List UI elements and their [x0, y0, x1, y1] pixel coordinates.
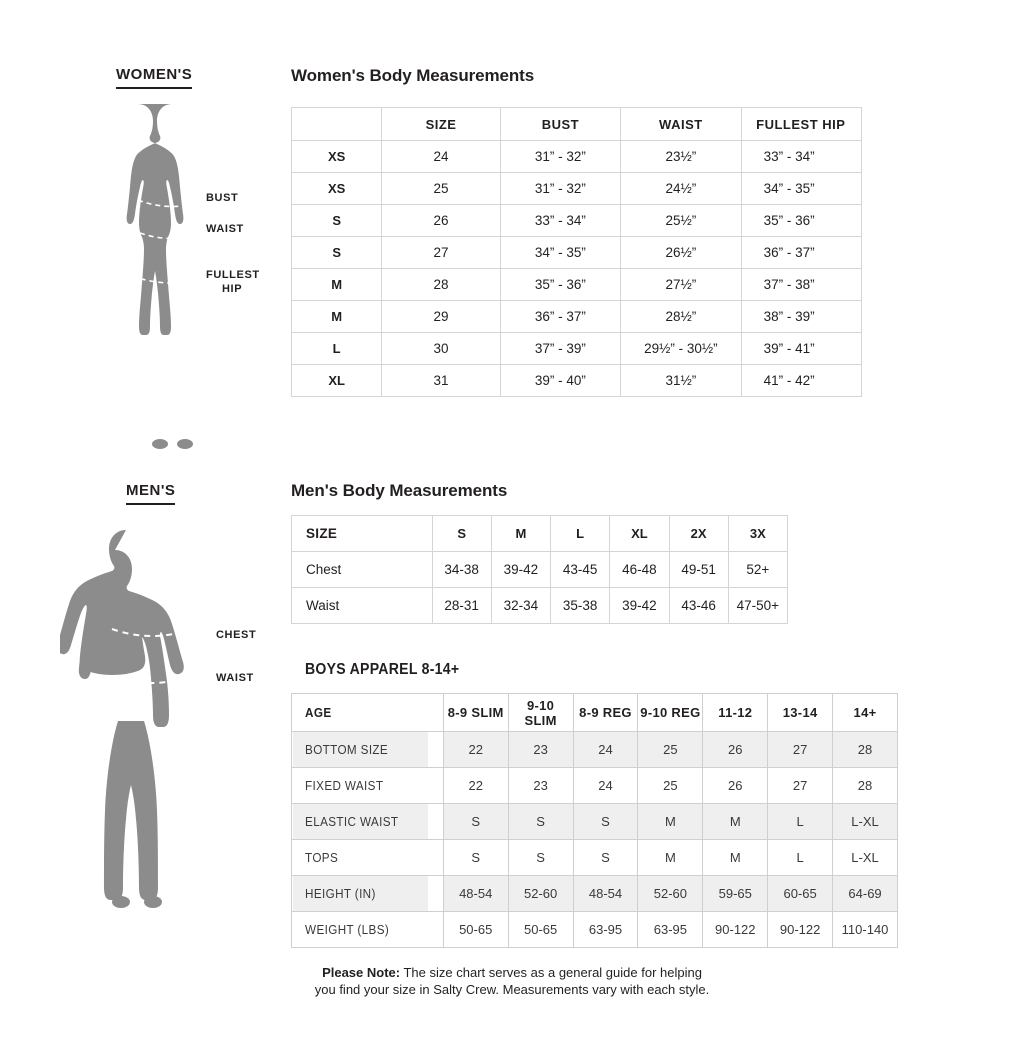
womens-table-title: Women's Body Measurements: [291, 66, 535, 85]
cell-size: 31: [382, 365, 500, 397]
cell-size-label: M: [292, 301, 382, 333]
table-header-row: [292, 108, 862, 141]
cell-value: S: [573, 804, 638, 840]
cell-value: 28: [833, 768, 898, 804]
cell-bust: 35” - 36”: [500, 269, 620, 301]
womens-section-label: WOMEN'S: [116, 66, 192, 89]
cell-value: M: [703, 840, 768, 876]
cell-value: 50-65: [508, 912, 573, 948]
cell-value: M: [638, 840, 703, 876]
cell-size: 30: [382, 333, 500, 365]
cell-value: S: [508, 840, 573, 876]
table-header-row: [292, 516, 788, 552]
boys-apparel-table: [291, 693, 898, 948]
boys-header-14-plus: 14+: [833, 694, 898, 732]
cell-waist: 26½”: [621, 237, 741, 269]
cell-value: 52-60: [638, 876, 703, 912]
cell-bust: 36” - 37”: [500, 301, 620, 333]
cell-value: S: [508, 804, 573, 840]
mens-section-label: MEN'S: [126, 482, 175, 505]
cell-bust: 39” - 40”: [500, 365, 620, 397]
cell-size: 26: [382, 205, 500, 237]
cell-value: 47-50+: [728, 588, 787, 624]
cell-value: L: [768, 840, 833, 876]
cell-value: L: [768, 804, 833, 840]
womens-header-blank: [292, 108, 382, 141]
table-row: [292, 876, 898, 912]
cell-value: 27: [768, 732, 833, 768]
cell-size: 27: [382, 237, 500, 269]
cell-value: 48-54: [573, 876, 638, 912]
womens-header-fullest-hip: FULLEST HIP: [741, 108, 861, 141]
cell-value: L-XL: [833, 804, 898, 840]
table-row: [292, 173, 862, 205]
cell-value: 39-42: [610, 588, 669, 624]
footnote-line-2: you find your size in Salty Crew. Measurements vary with each style.: [314, 982, 710, 997]
table-row: [292, 365, 862, 397]
cell-row-label: BOTTOM SIZE: [292, 732, 429, 768]
cell-value: 43-46: [669, 588, 728, 624]
cell-row-label: ELASTIC WAIST: [292, 804, 429, 840]
womens-callout-waist: WAIST: [206, 223, 244, 235]
mens-header-l: L: [551, 516, 610, 552]
mens-header-xl: XL: [610, 516, 669, 552]
boys-header-8-9-reg: 8-9 REG: [573, 694, 638, 732]
cell-size-label: XS: [292, 141, 382, 173]
table-row: [292, 333, 862, 365]
cell-value: 46-48: [610, 552, 669, 588]
womens-header-waist: WAIST: [621, 108, 741, 141]
cell-bust: 33” - 34”: [500, 205, 620, 237]
cell-row-label: TOPS: [292, 840, 429, 876]
cell-value: 22: [443, 732, 508, 768]
cell-value: 52-60: [508, 876, 573, 912]
boys-header-9-10-reg: 9-10 REG: [638, 694, 703, 732]
table-row: [292, 804, 898, 840]
cell-size-label: S: [292, 205, 382, 237]
table-row: [292, 141, 862, 173]
cell-value: 26: [703, 732, 768, 768]
boys-header-13-14: 13-14: [768, 694, 833, 732]
table-row: [292, 732, 898, 768]
table-row: [292, 552, 788, 588]
cell-value: 63-95: [573, 912, 638, 948]
womens-section-label-wrap: [116, 66, 192, 89]
cell-value: 32-34: [491, 588, 550, 624]
cell-size-label: L: [292, 333, 382, 365]
cell-row-label: WEIGHT (LBS): [292, 912, 429, 948]
mens-callout-waist: WAIST: [216, 672, 254, 684]
cell-value: 60-65: [768, 876, 833, 912]
cell-row-label: HEIGHT (IN): [292, 876, 429, 912]
womens-measurements-table: [291, 107, 862, 397]
cell-value: S: [443, 840, 508, 876]
cell-value: 39-42: [491, 552, 550, 588]
cell-size-label: S: [292, 237, 382, 269]
table-row: [292, 237, 862, 269]
cell-hip: 33” - 34”: [741, 141, 861, 173]
cell-size-label: XS: [292, 173, 382, 205]
cell-value: 28: [833, 732, 898, 768]
cell-value: 24: [573, 732, 638, 768]
cell-size: 25: [382, 173, 500, 205]
cell-value: 26: [703, 768, 768, 804]
mens-measurements-table: [291, 515, 788, 624]
cell-value: 63-95: [638, 912, 703, 948]
cell-waist: 28½”: [621, 301, 741, 333]
table-row: [292, 912, 898, 948]
mens-header-2x: 2X: [669, 516, 728, 552]
cell-size-label: M: [292, 269, 382, 301]
cell-waist: 29½” - 30½”: [621, 333, 741, 365]
cell-waist: 23½”: [621, 141, 741, 173]
cell-value: 110-140: [833, 912, 898, 948]
cell-hip: 37” - 38”: [741, 269, 861, 301]
footnote-bold: Please Note:: [322, 965, 401, 980]
cell-hip: 41” - 42”: [741, 365, 861, 397]
table-row: [292, 205, 862, 237]
cell-waist: 25½”: [621, 205, 741, 237]
cell-waist: 27½”: [621, 269, 741, 301]
boys-header-11-12: 11-12: [703, 694, 768, 732]
boys-apparel-table-wrap: [291, 693, 898, 948]
cell-value: 25: [638, 732, 703, 768]
mens-body-figure: [60, 525, 210, 925]
mens-header-s: S: [432, 516, 491, 552]
cell-value: 25: [638, 768, 703, 804]
womens-callout-fullest: FULLEST: [206, 269, 260, 281]
table-row: [292, 840, 898, 876]
boys-header-age: AGE: [292, 694, 429, 732]
cell-size: 29: [382, 301, 500, 333]
footnote-text-1: The size chart serves as a general guide for helping: [400, 965, 702, 980]
cell-value: L-XL: [833, 840, 898, 876]
cell-hip: 36” - 37”: [741, 237, 861, 269]
cell-row-label: Chest: [292, 552, 433, 588]
footnote-line-1: [0, 964, 1024, 981]
cell-value: 27: [768, 768, 833, 804]
mens-table-title: Men's Body Measurements: [291, 481, 508, 500]
cell-value: S: [573, 840, 638, 876]
cell-value: 50-65: [443, 912, 508, 948]
cell-hip: 39” - 41”: [741, 333, 861, 365]
cell-hip: 35” - 36”: [741, 205, 861, 237]
cell-value: M: [638, 804, 703, 840]
cell-value: 23: [508, 768, 573, 804]
cell-value: 28-31: [432, 588, 491, 624]
cell-value: 43-45: [551, 552, 610, 588]
womens-measurements-table-wrap: [291, 107, 862, 397]
cell-value: 90-122: [703, 912, 768, 948]
cell-row-label: FIXED WAIST: [292, 768, 429, 804]
mens-callout-chest: CHEST: [216, 629, 257, 641]
cell-size: 24: [382, 141, 500, 173]
table-row: [292, 301, 862, 333]
cell-value: 48-54: [443, 876, 508, 912]
cell-size: 28: [382, 269, 500, 301]
cell-value: 52+: [728, 552, 787, 588]
cell-waist: 31½”: [621, 365, 741, 397]
womens-callout-hip: HIP: [222, 283, 243, 295]
cell-waist: 24½”: [621, 173, 741, 205]
cell-hip: 34” - 35”: [741, 173, 861, 205]
cell-value: 59-65: [703, 876, 768, 912]
cell-bust: 31” - 32”: [500, 141, 620, 173]
cell-size-label: XL: [292, 365, 382, 397]
mens-measurements-table-wrap: [291, 515, 788, 624]
cell-bust: 31” - 32”: [500, 173, 620, 205]
cell-value: S: [443, 804, 508, 840]
boys-header-9-10-slim: 9-10 SLIM: [508, 694, 573, 732]
cell-value: 22: [443, 768, 508, 804]
cell-value: 49-51: [669, 552, 728, 588]
cell-value: M: [703, 804, 768, 840]
mens-header-3x: 3X: [728, 516, 787, 552]
cell-value: 35-38: [551, 588, 610, 624]
cell-hip: 38” - 39”: [741, 301, 861, 333]
cell-value: 64-69: [833, 876, 898, 912]
mens-header-m: M: [491, 516, 550, 552]
cell-bust: 37” - 39”: [500, 333, 620, 365]
mens-header-size: SIZE: [292, 516, 433, 552]
cell-bust: 34” - 35”: [500, 237, 620, 269]
womens-header-bust: BUST: [500, 108, 620, 141]
cell-value: 34-38: [432, 552, 491, 588]
boys-header-8-9-slim: 8-9 SLIM: [443, 694, 508, 732]
womens-header-size: SIZE: [382, 108, 500, 141]
cell-value: 90-122: [768, 912, 833, 948]
cell-row-label: Waist: [292, 588, 433, 624]
womens-callout-bust: BUST: [206, 192, 239, 204]
table-header-row: [292, 694, 898, 732]
cell-value: 24: [573, 768, 638, 804]
table-row: [292, 768, 898, 804]
footnote: [0, 964, 1024, 998]
boys-table-title: BOYS APPAREL 8-14+: [305, 661, 460, 678]
mens-section-label-wrap: [126, 482, 175, 505]
table-row: [292, 588, 788, 624]
cell-value: 23: [508, 732, 573, 768]
table-row: [292, 269, 862, 301]
